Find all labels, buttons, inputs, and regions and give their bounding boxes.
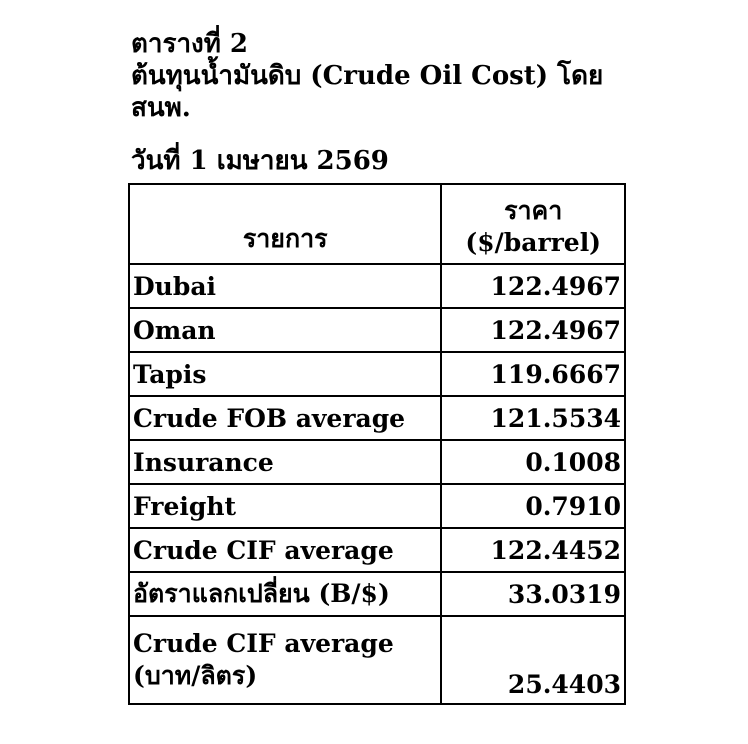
table-row [129,352,625,396]
table-row [129,440,625,484]
row-item: Tapis [129,352,441,396]
row-price: 33.0319 [441,572,625,616]
table-row [129,396,625,440]
row-price: 122.4967 [441,264,625,308]
row-price: 0.1008 [441,440,625,484]
row-price: 119.6667 [441,352,625,396]
row-price: 25.4403 [441,616,625,704]
row-item: Insurance [129,440,441,484]
table-title: ต้นทุนน้ำมันดิบ (Crude Oil Cost) โดย [131,61,604,91]
table-row [129,484,625,528]
header-price [441,184,625,264]
header-price-label: ราคา [504,196,563,225]
table-row [129,308,625,352]
table-title-source: สนพ. [131,93,191,123]
row-item-line2: (บาท/ลิตร) [133,661,258,690]
row-item-line1: Crude CIF average [133,629,394,658]
row-item: Crude CIF average [129,528,441,572]
document-title [131,28,631,124]
row-price: 0.7910 [441,484,625,528]
row-price: 121.5534 [441,396,625,440]
table-row [129,572,625,616]
row-price: 122.4452 [441,528,625,572]
table-number: ตารางที่ 2 [131,29,249,59]
table-row [129,264,625,308]
row-item: Oman [129,308,441,352]
row-item: Freight [129,484,441,528]
row-price: 122.4967 [441,308,625,352]
crude-oil-cost-table [128,183,626,705]
table-row [129,616,625,704]
table-date: วันที่ 1 เมษายน 2569 [131,146,389,176]
row-item: Crude FOB average [129,396,441,440]
row-item [129,616,441,704]
table-row [129,528,625,572]
row-item: Dubai [129,264,441,308]
header-item: รายการ [129,184,441,264]
header-price-unit: ($/barrel) [465,228,602,257]
row-item: อัตราแลกเปลี่ยน (B/$) [129,572,441,616]
table-header-row [129,184,625,264]
